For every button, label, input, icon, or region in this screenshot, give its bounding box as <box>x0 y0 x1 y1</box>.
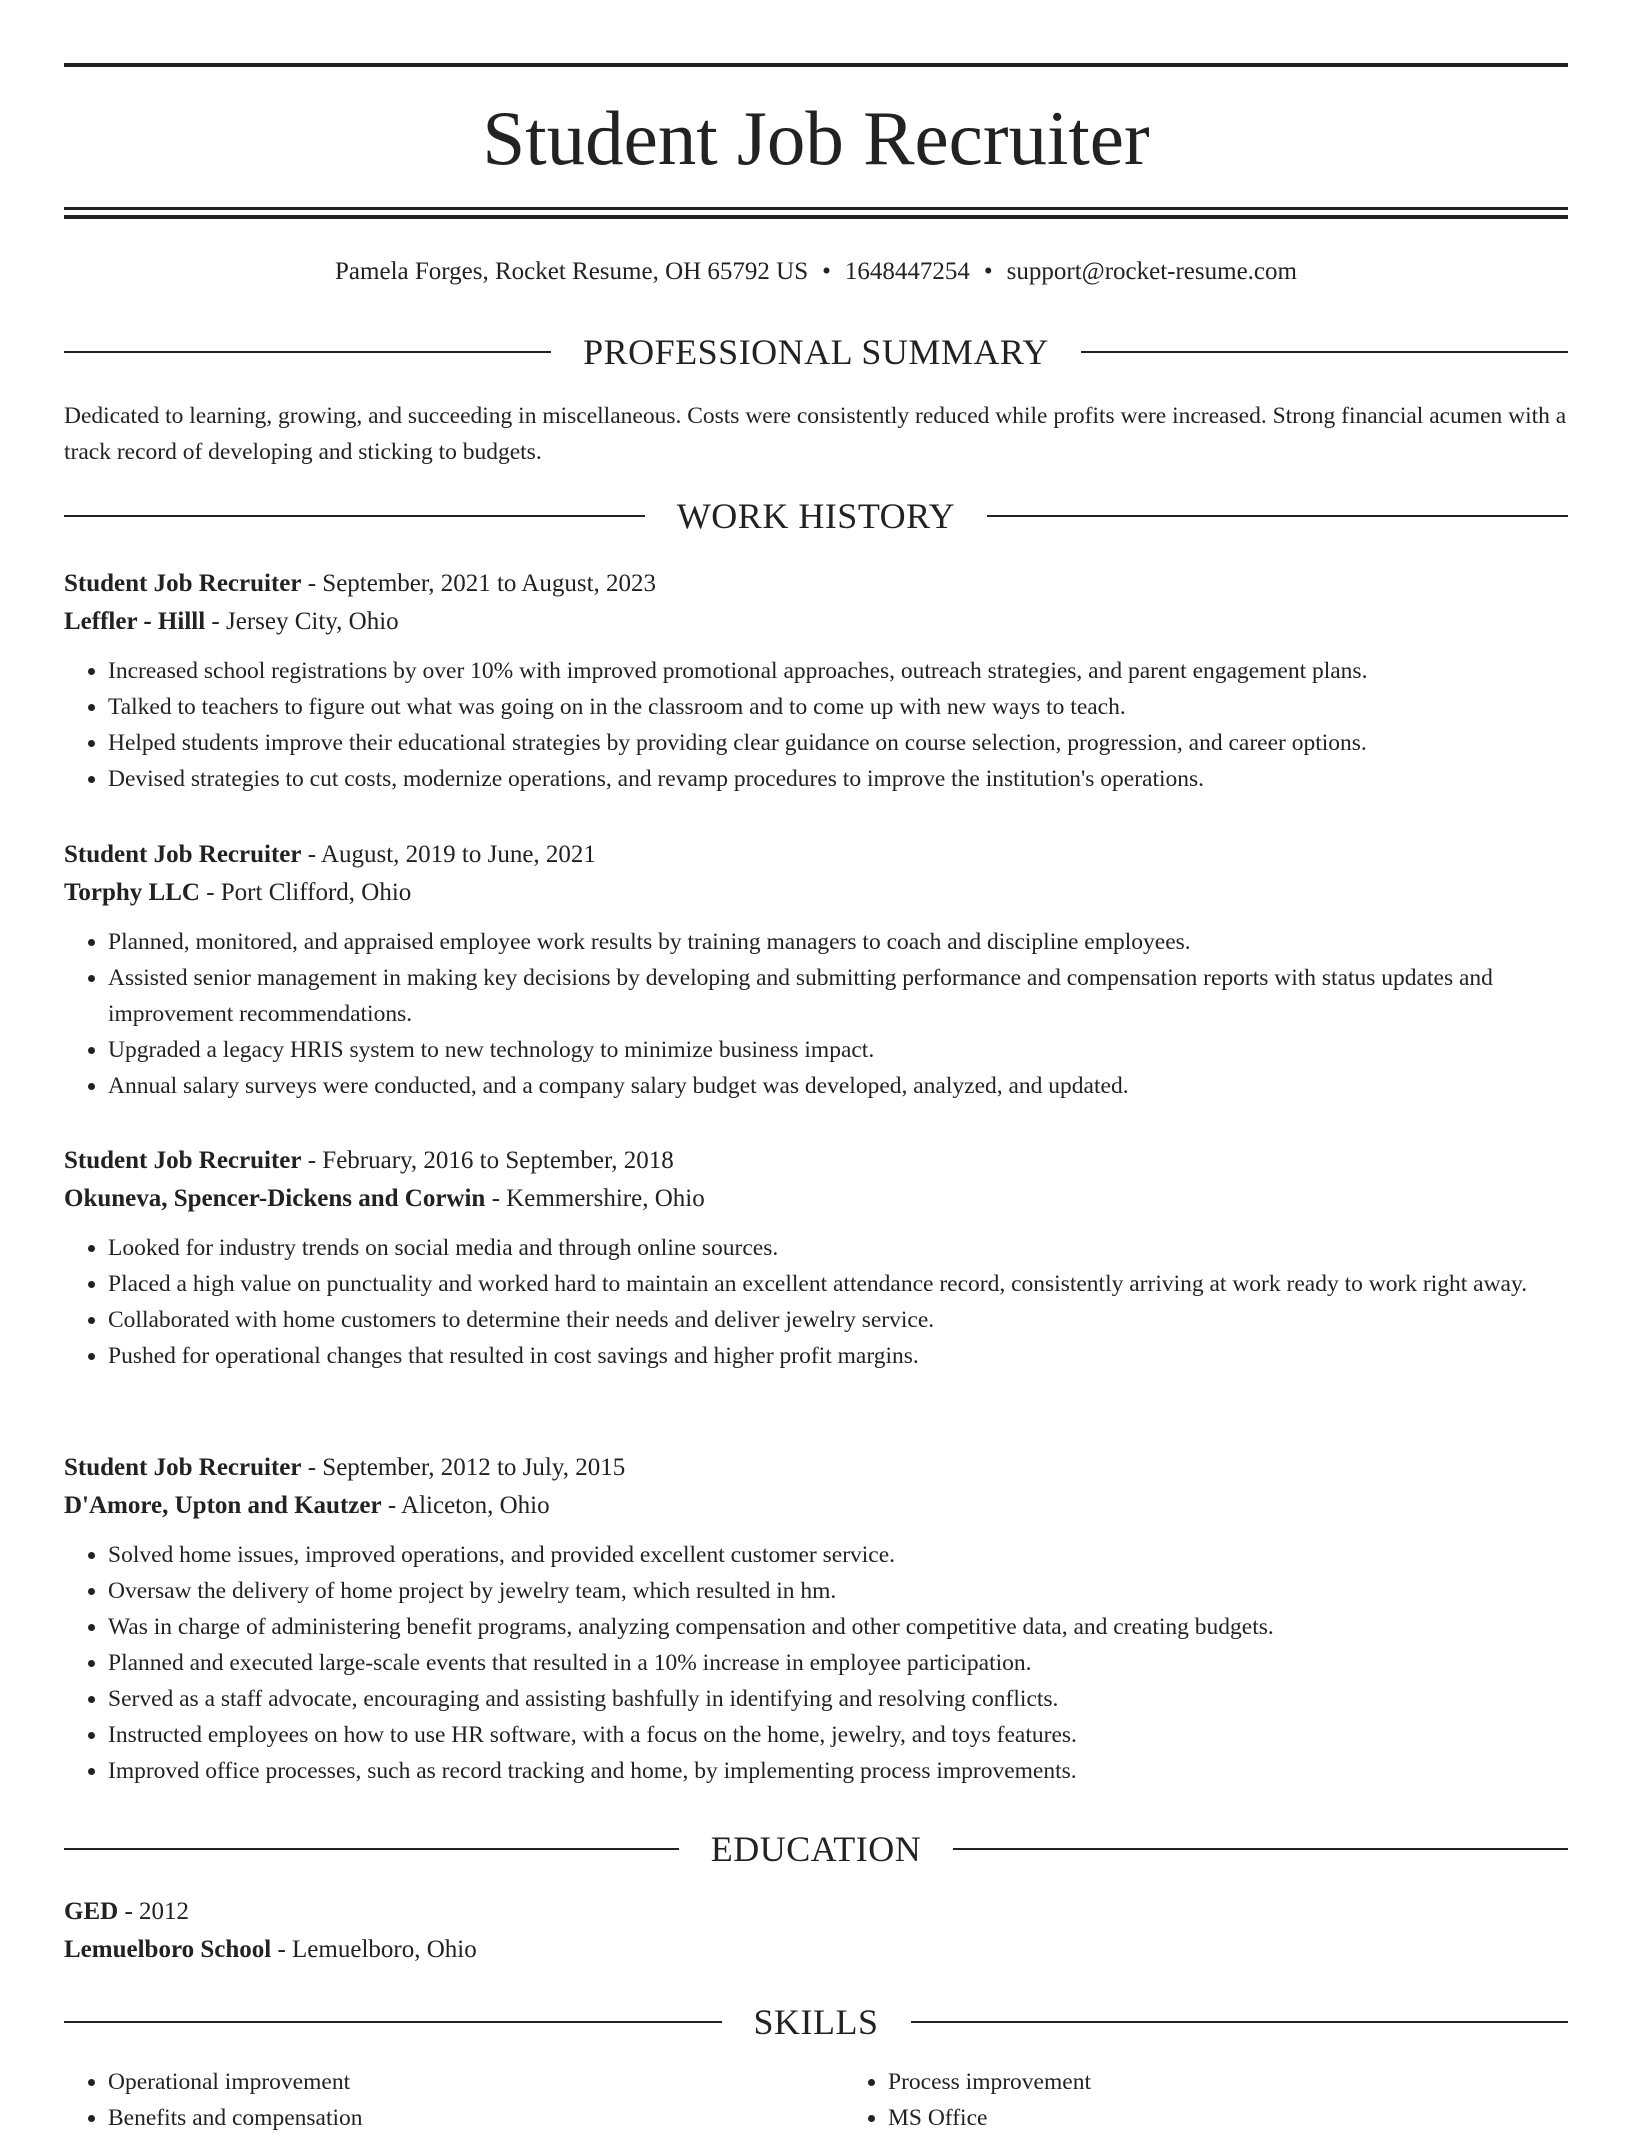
heading-rule-right <box>987 515 1568 517</box>
heading-rule-right <box>911 2021 1569 2023</box>
job-title-line <box>64 565 1568 603</box>
job-dates: - August, 2019 to June, 2021 <box>301 841 596 868</box>
summary-text: Dedicated to learning, growing, and succeeding in miscellaneous. Costs were consistently reduced while profits were increased. Strong financial acumen with a track record of developing and sticking to budgets. <box>64 403 1567 465</box>
list-item: • Annual salary surveys were conducted, and a company salary budget was developed, analyzed, and updated. <box>108 1068 1568 1104</box>
job-title-line <box>64 1142 1568 1180</box>
job-bullets <box>64 653 1568 797</box>
job-title: Student Job Recruiter <box>64 570 302 597</box>
list-item: • Planned and executed large-scale events that resulted in a 10% increase in employee participation. <box>108 1645 1568 1681</box>
contact-line <box>64 252 1568 292</box>
job-company-line <box>64 1180 1568 1218</box>
job-dates: - September, 2012 to July, 2015 <box>301 1454 626 1481</box>
job-company-line <box>64 874 1568 912</box>
list-item: • Pushed for operational changes that resulted in cost savings and higher profit margins. <box>108 1338 1568 1374</box>
job-company: Leffler - Hilll <box>64 608 206 635</box>
education-entry <box>64 1893 1568 1969</box>
job-entry <box>64 1449 1568 1789</box>
job-location: - Aliceton, Ohio <box>381 1492 550 1519</box>
list-item: • Operational improvement <box>108 2064 788 2100</box>
list-item: • Improved office processes, such as record tracking and home, by implementing process improvements. <box>108 1753 1568 1789</box>
list-item: • Served as a staff advocate, encouraging and assisting bashfully in identifying and resolving conflicts. <box>108 1681 1568 1717</box>
job-bullets <box>64 1537 1568 1789</box>
list-item: • MS Office <box>888 2100 1568 2136</box>
job-bullets <box>64 924 1568 1104</box>
list-item: • Devised strategies to cut costs, modernize operations, and revamp procedures to improve the institution's operations. <box>108 761 1568 797</box>
list-item: • Increased school registrations by over 10% with improved promotional approaches, outreach strategies, and parent engagement plans. <box>108 653 1568 689</box>
list-item: • Process improvement <box>888 2064 1568 2100</box>
job-entry <box>64 836 1568 1104</box>
section-heading-label: EDUCATION <box>710 1829 922 1869</box>
section-heading-skills <box>64 1997 1568 2047</box>
heading-rule-left <box>64 2021 722 2023</box>
header-double-rule-lower <box>64 215 1568 219</box>
job-entry <box>64 565 1568 797</box>
section-heading-work-history <box>64 491 1568 541</box>
section-heading-label: PROFESSIONAL SUMMARY <box>583 332 1049 372</box>
skills-column-left <box>64 2064 788 2136</box>
job-company-line <box>64 603 1568 641</box>
list-item: • Instructed employees on how to use HR software, with a focus on the home, jewelry, and toys features. <box>108 1717 1568 1753</box>
list-item: • Looked for industry trends on social media and through online sources. <box>108 1230 1568 1266</box>
job-entry <box>64 1142 1568 1374</box>
list-item: • Assisted senior management in making key decisions by developing and submitting performance and compensation reports with status updates and improvement recommendations. <box>108 960 1568 1032</box>
education-location: - Lemuelboro, Ohio <box>271 1936 477 1963</box>
education-degree-line <box>64 1893 1568 1931</box>
resume-title: Student Job Recruiter <box>482 95 1150 181</box>
list-item: • Benefits and compensation <box>108 2100 788 2136</box>
list-item: • Placed a high value on punctuality and worked hard to maintain an excellent attendance record, consistently arriving at work ready to work right away. <box>108 1266 1568 1302</box>
education-school-line <box>64 1931 1568 1969</box>
contact-phone: 1648447254 <box>844 258 970 285</box>
job-company: D'Amore, Upton and Kautzer <box>64 1492 382 1519</box>
education-degree: GED <box>64 1898 119 1925</box>
header-top-rule <box>64 63 1568 67</box>
job-location: - Kemmershire, Ohio <box>485 1185 705 1212</box>
list-item: • Solved home issues, improved operations, and provided excellent customer service. <box>108 1537 1568 1573</box>
list-item: • Oversaw the delivery of home project by jewelry team, which resulted in hm. <box>108 1573 1568 1609</box>
job-title: Student Job Recruiter <box>64 1147 302 1174</box>
header-double-rule-upper <box>64 207 1568 210</box>
job-title: Student Job Recruiter <box>64 841 302 868</box>
section-heading-label: WORK HISTORY <box>676 496 956 536</box>
contact-email: support@rocket-resume.com <box>1006 258 1297 285</box>
job-title: Student Job Recruiter <box>64 1454 302 1481</box>
job-bullets <box>64 1230 1568 1374</box>
list-item: • Collaborated with home customers to determine their needs and deliver jewelry service. <box>108 1302 1568 1338</box>
heading-rule-right <box>953 1848 1568 1850</box>
job-location: - Jersey City, Ohio <box>205 608 399 635</box>
job-title-line <box>64 1449 1568 1487</box>
contact-address: Pamela Forges, Rocket Resume, OH 65792 US <box>335 258 809 285</box>
job-location: - Port Clifford, Ohio <box>199 879 412 906</box>
job-company: Torphy LLC <box>64 879 200 906</box>
job-title-line <box>64 836 1568 874</box>
skills-column-right <box>788 2064 1568 2136</box>
job-company: Okuneva, Spencer-Dickens and Corwin <box>64 1185 486 1212</box>
job-company-line <box>64 1487 1568 1525</box>
section-heading-label: SKILLS <box>753 2002 879 2042</box>
job-dates: - September, 2021 to August, 2023 <box>301 570 657 597</box>
list-item: • Helped students improve their educational strategies by providing clear guidance on course selection, progression, and career options. <box>108 725 1568 761</box>
section-heading-education <box>64 1824 1568 1874</box>
heading-rule-left <box>64 515 645 517</box>
list-item: • Planned, monitored, and appraised employee work results by training managers to coach and discipline employees. <box>108 924 1568 960</box>
skills-list <box>64 2064 1568 2136</box>
heading-rule-left <box>64 1848 679 1850</box>
education-school: Lemuelboro School <box>64 1936 272 1963</box>
contact-separator: • <box>822 258 831 285</box>
job-dates: - February, 2016 to September, 2018 <box>301 1147 674 1174</box>
education-year: - 2012 <box>118 1898 190 1925</box>
list-item: • Talked to teachers to figure out what was going on in the classroom and to come up with new ways to teach. <box>108 689 1568 725</box>
heading-rule-left <box>64 351 551 353</box>
section-heading-summary <box>64 327 1568 377</box>
list-item: • Was in charge of administering benefit programs, analyzing compensation and other competitive data, and creating budgets. <box>108 1609 1568 1645</box>
contact-separator: • <box>983 258 993 285</box>
heading-rule-right <box>1081 351 1568 353</box>
list-item: • Upgraded a legacy HRIS system to new technology to minimize business impact. <box>108 1032 1568 1068</box>
